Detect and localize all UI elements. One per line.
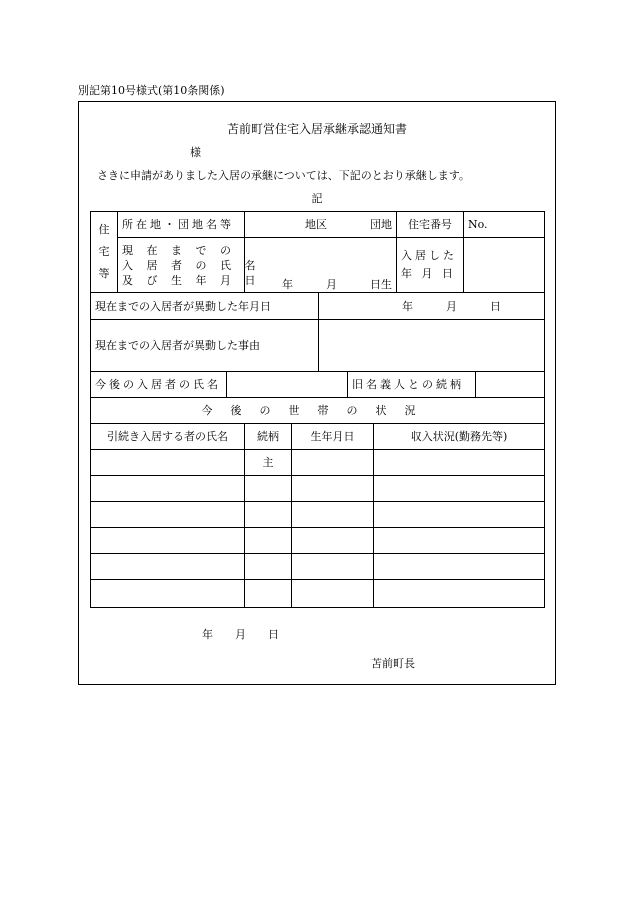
new-resident-table — [90, 371, 545, 398]
household-cell[interactable] — [245, 502, 292, 528]
prev-resident-field[interactable] — [245, 238, 397, 293]
relation-field[interactable] — [476, 372, 545, 398]
household-cell[interactable] — [292, 528, 374, 554]
household-cell[interactable] — [374, 554, 545, 580]
addressee-suffix: 様 — [190, 146, 201, 159]
form-reference: 別記第10号様式(第10条関係) — [78, 84, 225, 97]
household-cell[interactable] — [292, 554, 374, 580]
household-cell[interactable] — [91, 554, 245, 580]
table-row — [91, 502, 545, 528]
prev-resident-line: 入 居 者 の 氏 名 — [122, 258, 261, 272]
household-header-birthdate: 生年月日 — [292, 424, 374, 450]
move-in-line: 年 月 日 — [401, 267, 456, 280]
change-reason-field[interactable] — [319, 320, 545, 372]
household-cell[interactable] — [245, 528, 292, 554]
household-cell[interactable]: 主 — [245, 450, 292, 476]
issuer-name: 苫前町長 — [371, 657, 415, 670]
move-in-field[interactable] — [464, 238, 545, 293]
change-table — [90, 292, 545, 372]
household-cell[interactable] — [91, 450, 245, 476]
household-cell[interactable] — [245, 554, 292, 580]
household-cell[interactable] — [245, 476, 292, 502]
change-date-template: 年 月 日 — [402, 299, 501, 313]
form-title: 苫前町営住宅入居承継承認通知書 — [226, 122, 407, 136]
move-in-line: 入居した — [401, 249, 457, 262]
household-cell[interactable] — [292, 502, 374, 528]
housing-table — [90, 211, 545, 293]
housing-label-char: 宅 — [98, 245, 110, 258]
prev-resident-line: 及 び 生 年 月 日 — [122, 273, 261, 287]
household-cell[interactable] — [374, 476, 545, 502]
complex-label: 団地 — [370, 218, 392, 231]
table-row — [91, 580, 545, 608]
household-cell[interactable] — [374, 450, 545, 476]
household-cell[interactable] — [292, 450, 374, 476]
change-date-label: 現在までの入居者が異動した年月日 — [91, 293, 319, 320]
notice-date: 年 月 日 — [202, 628, 279, 641]
new-resident-label: 今後の入居者の氏名 — [91, 372, 227, 398]
table-row — [91, 476, 545, 502]
household-cell[interactable] — [91, 502, 245, 528]
move-in-label — [397, 238, 464, 293]
house-number-field[interactable] — [464, 212, 545, 238]
household-cell[interactable] — [91, 580, 245, 608]
household-header-income: 収入状況(勤務先等) — [374, 424, 545, 450]
household-cell[interactable] — [374, 502, 545, 528]
household-header-relation: 続柄 — [245, 424, 292, 450]
housing-label-char: 住 — [98, 223, 110, 236]
housing-label-char: 等 — [98, 267, 110, 280]
table-row — [91, 528, 545, 554]
relation-label: 旧名義人との続柄 — [348, 372, 476, 398]
number-prefix: No. — [468, 218, 488, 231]
location-field[interactable] — [245, 212, 397, 238]
prev-resident-label — [118, 238, 261, 293]
prev-resident-line: 現 在 ま で の — [122, 243, 236, 257]
household-cell[interactable] — [91, 476, 245, 502]
birth-date-template: 年 月 日生 — [282, 278, 392, 291]
house-number-label: 住宅番号 — [397, 212, 464, 238]
intro-text: さきに申請がありました入居の承継については、下記のとおり承継します。 — [97, 169, 470, 182]
household-cell[interactable] — [245, 580, 292, 608]
household-cell[interactable] — [374, 528, 545, 554]
table-row — [91, 554, 545, 580]
location-label: 所在地・団地名等 — [118, 212, 245, 238]
change-reason-label: 現在までの入居者が異動した事由 — [91, 320, 319, 372]
change-date-field[interactable] — [319, 293, 545, 320]
household-cell[interactable] — [292, 580, 374, 608]
ki-heading: 記 — [311, 192, 323, 205]
household-cell[interactable] — [91, 528, 245, 554]
district-label: 地区 — [305, 218, 327, 231]
household-header-name: 引続き入居する者の氏名 — [91, 424, 245, 450]
household-cell[interactable] — [292, 476, 374, 502]
housing-label-cell — [91, 212, 118, 293]
household-cell[interactable] — [374, 580, 545, 608]
household-title: 今後の世帯の状況 — [91, 398, 545, 424]
new-resident-field[interactable] — [227, 372, 348, 398]
household-table — [90, 397, 545, 608]
table-row — [91, 450, 545, 476]
